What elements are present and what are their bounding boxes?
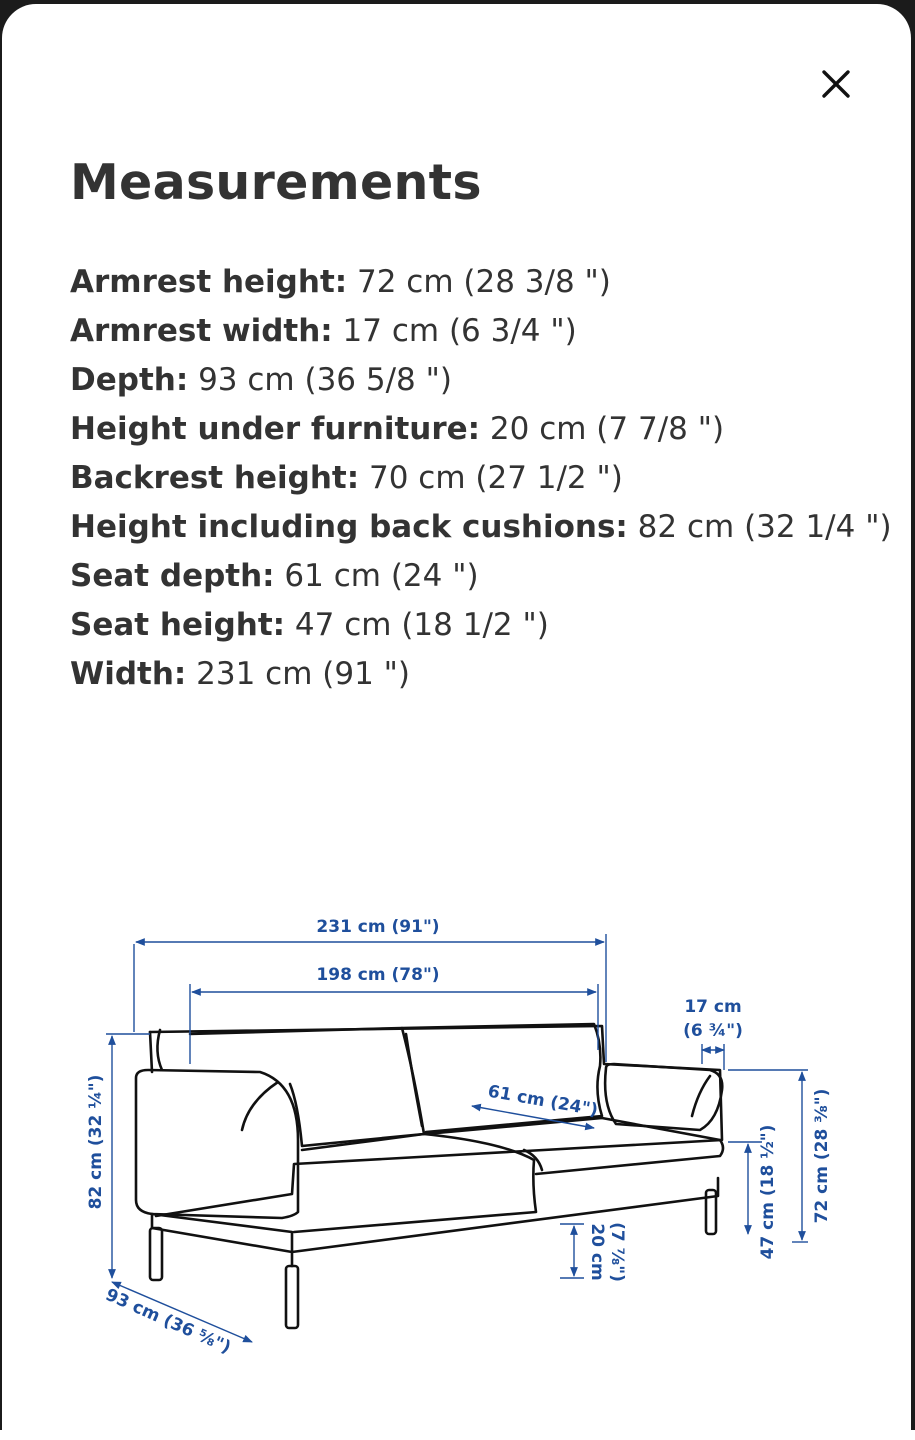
spec-row-width xyxy=(70,650,870,699)
spec-value: 20 cm (7 7/8 ") xyxy=(480,411,725,447)
close-button[interactable] xyxy=(810,58,862,110)
bottom-edge xyxy=(0,1430,915,1440)
spec-value: 47 cm (18 1/2 ") xyxy=(285,607,549,643)
measurements-modal xyxy=(2,4,911,1440)
spec-row-backrest-height xyxy=(70,454,870,503)
sofa-base xyxy=(152,1178,718,1252)
spec-label: Backrest height: xyxy=(70,460,360,496)
spec-value: 82 cm (32 1/4 ") xyxy=(627,509,892,545)
spec-label: Armrest height: xyxy=(70,264,348,300)
spec-value: 17 cm (6 3/4 ") xyxy=(332,313,577,349)
dim-label-seat-height: 47 cm (18 ½") xyxy=(758,1124,778,1260)
spec-label: Width: xyxy=(70,656,187,692)
spec-label: Height under furniture: xyxy=(70,411,481,447)
spec-label: Height including back cushions: xyxy=(70,509,628,545)
sofa-illustration xyxy=(136,1024,723,1328)
spec-row-height-incl-cushions xyxy=(70,503,892,552)
spec-label: Seat depth: xyxy=(70,558,275,594)
spec-row-depth xyxy=(70,356,870,405)
spec-value: 61 cm (24 ") xyxy=(274,558,479,594)
spec-row-seat-height xyxy=(70,601,870,650)
sofa-back-frame xyxy=(150,1026,722,1216)
spec-value: 93 cm (36 5/8 ") xyxy=(188,362,452,398)
sofa-right-armrest xyxy=(605,1064,722,1130)
dim-label-under-height-2: (7 ⅞") xyxy=(607,1222,627,1282)
dim-label-armrest-width-1: 17 cm xyxy=(684,997,742,1017)
dim-label-inner-width: 198 cm (78") xyxy=(316,965,440,985)
spec-row-seat-depth xyxy=(70,552,870,601)
spec-label: Depth: xyxy=(70,362,189,398)
dim-label-depth: 93 cm (36 ⅝") xyxy=(102,1284,234,1358)
spec-value: 70 cm (27 1/2 ") xyxy=(359,460,623,496)
spec-value: 72 cm (28 3/8 ") xyxy=(347,264,611,300)
spec-label: Armrest width: xyxy=(70,313,333,349)
spec-label: Seat height: xyxy=(70,607,286,643)
sofa-seat-cushion-left xyxy=(294,1134,536,1232)
spec-row-armrest-height xyxy=(70,258,870,307)
sofa-leg-front-right xyxy=(286,1266,298,1328)
dim-label-armrest-height: 72 cm (28 ⅜") xyxy=(812,1088,832,1224)
dim-label-under-height-1: 20 cm xyxy=(587,1223,607,1281)
sofa-back-cushion-left xyxy=(190,1028,424,1146)
page-title: Measurements xyxy=(70,154,482,211)
measurement-list xyxy=(70,258,892,699)
spec-row-height-under-furniture xyxy=(70,405,870,454)
dim-label-width: 231 cm (91") xyxy=(316,917,440,937)
dim-label-total-height: 82 cm (32 ¼") xyxy=(86,1074,106,1210)
spec-value: 231 cm (91 ") xyxy=(186,656,411,692)
sofa-dimension-diagram xyxy=(2,894,911,1394)
dim-label-seat-depth: 61 cm (24") xyxy=(486,1081,600,1121)
spec-row-armrest-width xyxy=(70,307,870,356)
close-icon xyxy=(819,67,853,101)
dim-label-armrest-width-2: (6 ¾") xyxy=(683,1021,743,1041)
sofa-leg-front-left xyxy=(150,1228,162,1280)
sofa-seat-cushion-right xyxy=(426,1118,723,1174)
